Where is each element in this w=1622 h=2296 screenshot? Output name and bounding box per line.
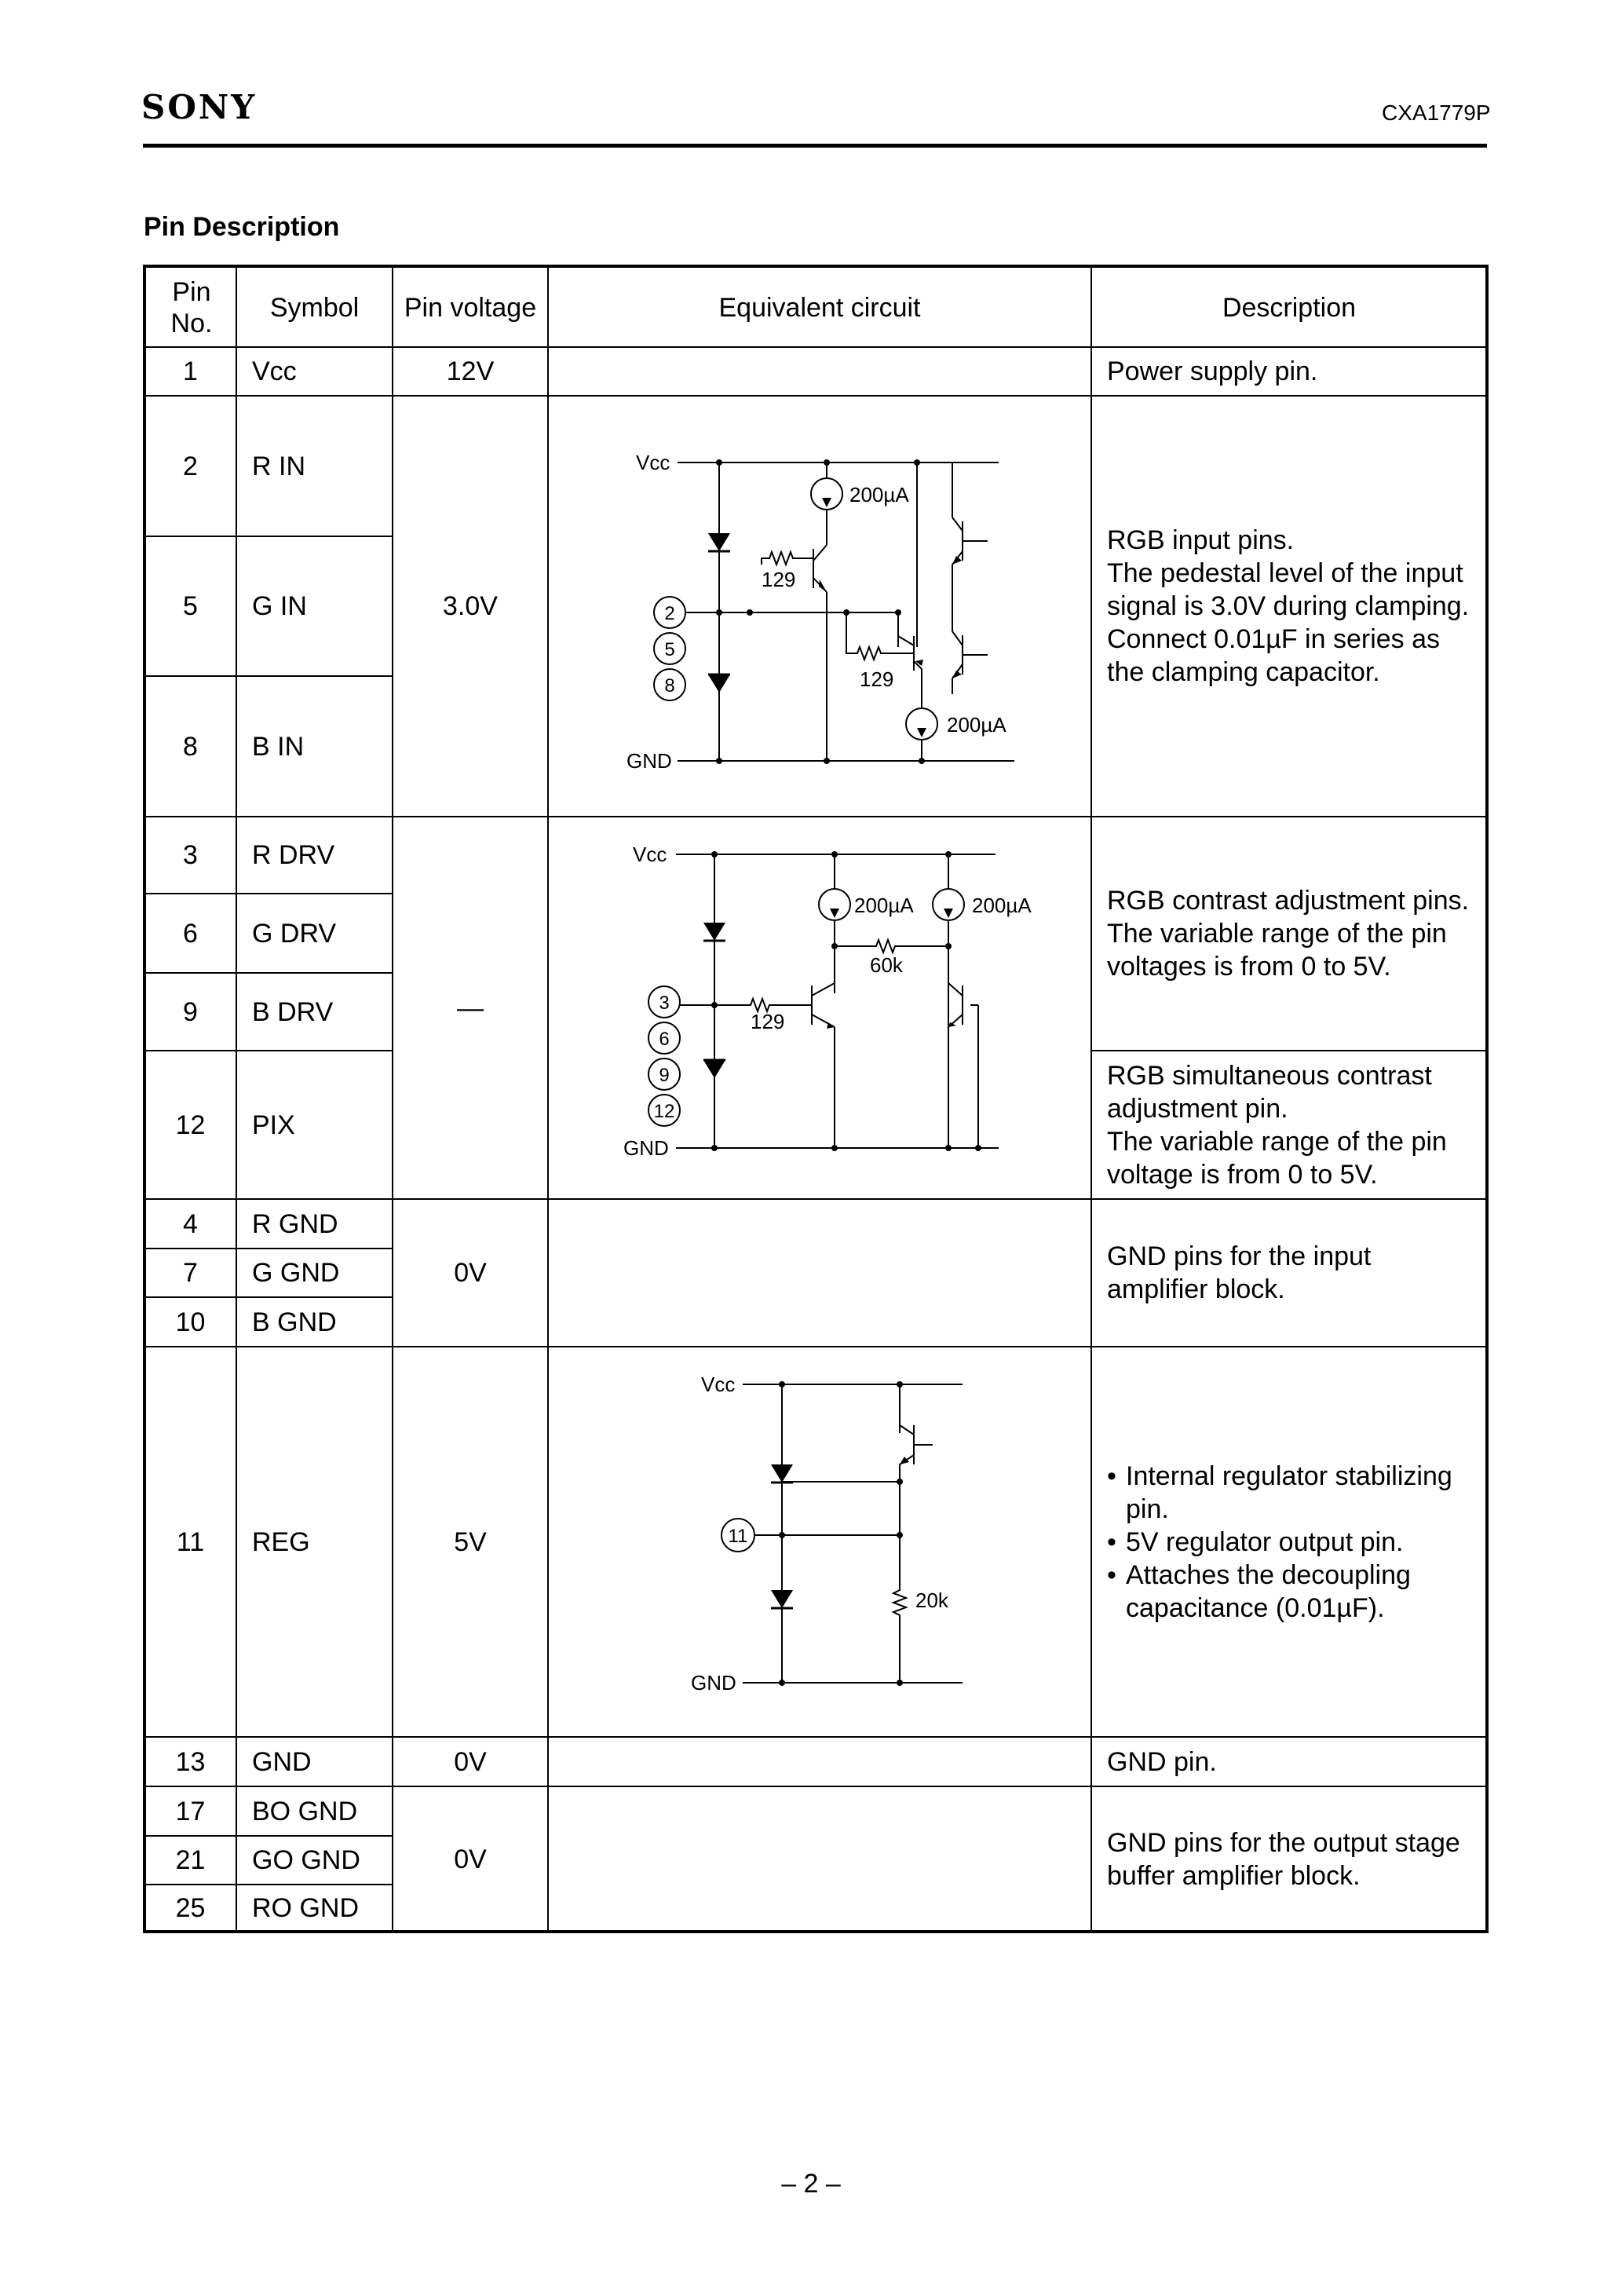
bullet-item: • Internal regulator stabilizing pin. — [1107, 1461, 1452, 1524]
pin-symbol: RO GND — [252, 1893, 359, 1923]
pin-symbol: B GND — [252, 1307, 337, 1337]
pin-number: 11 — [176, 1526, 205, 1557]
pin-number: 6 — [183, 918, 198, 949]
resistor-label: 129 — [762, 568, 796, 591]
pin-voltage: 5V — [454, 1526, 487, 1557]
regulator-equivalent-circuit — [548, 1347, 1091, 1737]
pin-symbol: GO GND — [252, 1845, 360, 1875]
vcc-label: Vcc — [636, 451, 670, 474]
pin-number: 13 — [175, 1746, 206, 1777]
pin-marker: 9 — [659, 1065, 670, 1086]
current-source-label: 200µA — [972, 894, 1032, 917]
pin-marker: 12 — [653, 1101, 675, 1122]
pin-marker: 2 — [664, 603, 675, 624]
resistor-label: 60k — [870, 953, 903, 977]
bullet-item: • Attaches the decoupling capacitance (0.01µF). — [1107, 1559, 1411, 1623]
description-out-gnd: GND pins for the output stage buffer amplifier block. — [1107, 1827, 1460, 1891]
pin-symbol: B DRV — [252, 996, 334, 1027]
pin-symbol: G DRV — [252, 918, 337, 949]
description-gnd: GND pin. — [1107, 1746, 1217, 1777]
resistor-label: 129 — [751, 1010, 785, 1033]
pin-number: 2 — [183, 451, 198, 481]
pin-number: 12 — [175, 1110, 206, 1140]
vcc-label: Vcc — [701, 1373, 736, 1396]
pin-marker: 3 — [659, 993, 670, 1014]
current-source-label: 200µA — [849, 483, 909, 506]
pin-number: 7 — [183, 1258, 198, 1288]
section-title: Pin Description — [144, 212, 340, 242]
pin-symbol: R DRV — [252, 840, 335, 870]
description-reg — [1091, 1347, 1487, 1737]
pin-number: 1 — [183, 356, 198, 386]
pin-number: 3 — [183, 840, 198, 870]
pin-symbol: R GND — [252, 1208, 338, 1239]
pin-number: 8 — [183, 731, 198, 762]
pin-number: 4 — [183, 1208, 198, 1239]
gnd-label: GND — [627, 749, 672, 773]
header-equivalent-circuit: Equivalent circuit — [718, 292, 921, 323]
pin-symbol: G IN — [252, 591, 307, 621]
pin-voltage: 0V — [454, 1844, 487, 1874]
header-symbol: Symbol — [269, 292, 360, 323]
part-number: CXA1779P — [1382, 101, 1491, 125]
resistor-label: 129 — [860, 667, 894, 691]
header-description: Description — [1222, 292, 1357, 323]
pin-number: 5 — [183, 591, 198, 621]
pin-number: 21 — [175, 1845, 206, 1875]
gnd-label: GND — [623, 1136, 669, 1160]
pin-marker: 11 — [728, 1526, 748, 1547]
bullet-item: • 5V regulator output pin. — [1107, 1526, 1404, 1557]
drive-equivalent-circuit — [548, 817, 1091, 1199]
pin-symbol: GND — [252, 1746, 312, 1777]
pin-marker: 6 — [659, 1029, 670, 1050]
pin-number: 9 — [183, 996, 198, 1027]
pin-symbol: B IN — [252, 731, 305, 762]
page-number: – 2 – — [781, 2169, 841, 2199]
sony-logo: SONY — [141, 88, 258, 126]
pin-symbol: BO GND — [252, 1796, 358, 1826]
pin-number: 10 — [175, 1307, 206, 1337]
pin-voltage: 3.0V — [443, 591, 498, 621]
pin-number: 25 — [175, 1893, 206, 1923]
current-source-label: 200µA — [854, 894, 914, 917]
pin-marker: 5 — [664, 639, 675, 660]
header-pin-no: Pin No. — [170, 276, 213, 338]
pin-symbol: Vcc — [252, 356, 297, 386]
pin-symbol: PIX — [252, 1110, 295, 1140]
pin-voltage: — — [457, 993, 484, 1023]
description-drv: RGB contrast adjustment pins. The variable range of the pin voltages is from 0 to 5V. — [1107, 886, 1470, 982]
description-vcc: Power supply pin. — [1107, 356, 1318, 386]
pin-number: 17 — [175, 1796, 206, 1826]
pin-symbol: R IN — [252, 451, 305, 481]
pin-marker: 8 — [664, 675, 675, 696]
pin-voltage: 0V — [454, 1258, 487, 1288]
vcc-label: Vcc — [633, 843, 667, 866]
description-pix: RGB simultaneous contrast adjustment pin. The variable range of the pin voltage is from 0 to 5V. — [1107, 1060, 1447, 1190]
resistor-label: 20k — [915, 1589, 948, 1612]
description-in-gnd: GND pins for the input amplifier block. — [1107, 1241, 1372, 1304]
header-pin-voltage: Pin voltage — [404, 292, 537, 323]
pin-voltage: 12V — [446, 356, 495, 386]
input-equivalent-circuit — [548, 396, 1091, 817]
gnd-label: GND — [691, 1671, 736, 1695]
pin-symbol: REG — [252, 1526, 310, 1557]
current-source-label: 200µA — [947, 713, 1006, 737]
description-inputs: RGB input pins. The pedestal level of the input signal is 3.0V during clamping. Connect 0.01µF in series as the clamping capacitor. — [1107, 525, 1470, 687]
pin-voltage: 0V — [454, 1746, 487, 1777]
pin-symbol: G GND — [252, 1258, 340, 1288]
